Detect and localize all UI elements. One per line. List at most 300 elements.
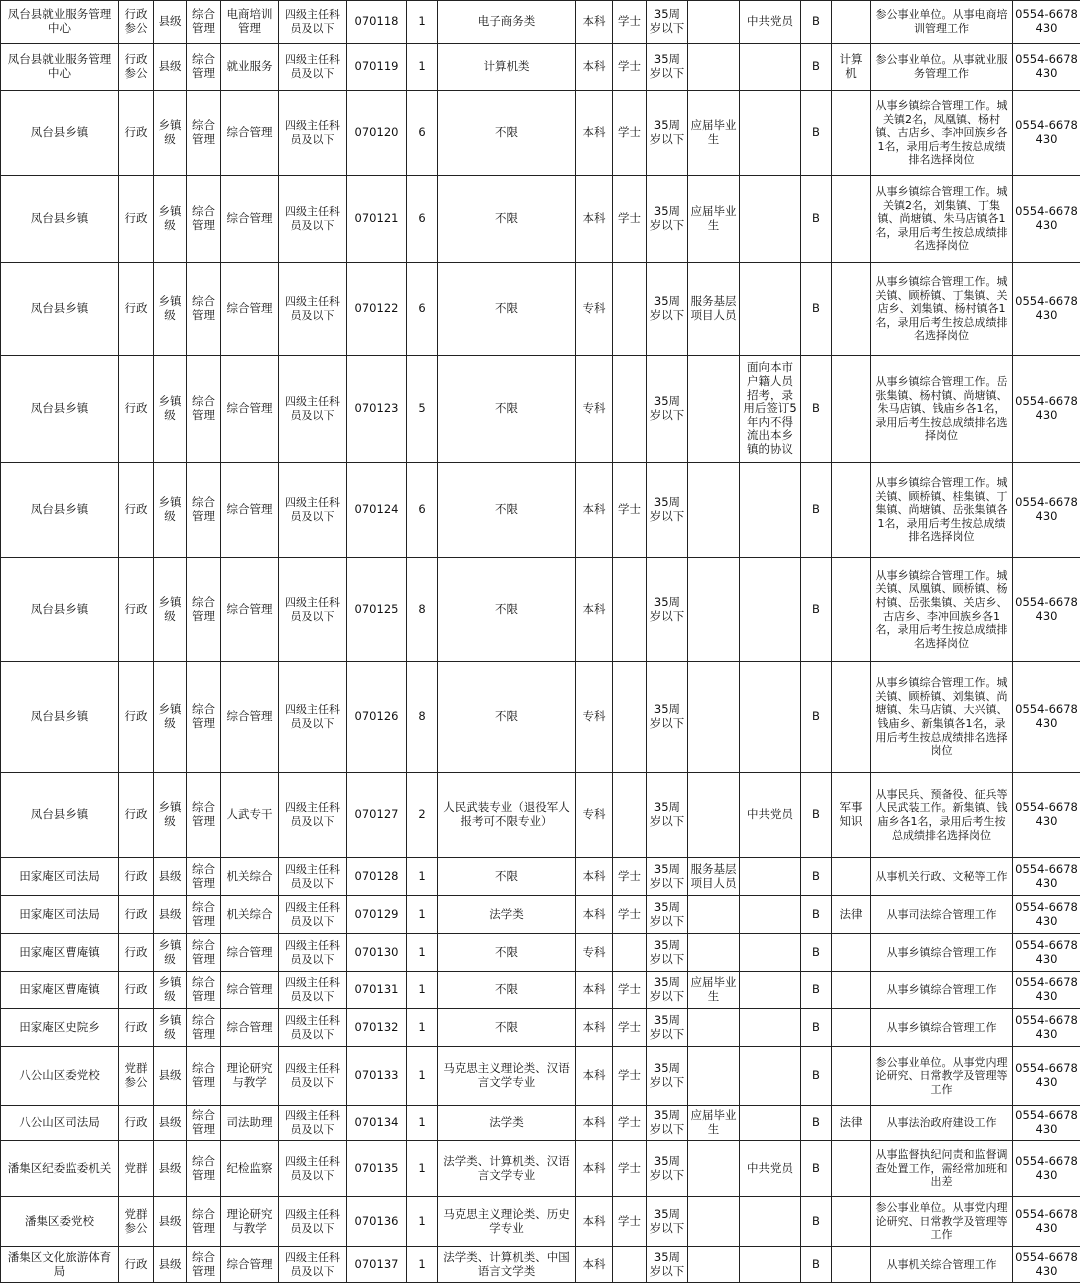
cell-education: 本科	[576, 1106, 613, 1141]
table-row	[1, 773, 1080, 858]
cell-age: 35周岁以下	[647, 558, 688, 662]
table-row	[1, 558, 1080, 662]
cell-position-name: 综合管理	[221, 356, 279, 463]
cell-contact-phone: 0554-6678430	[1013, 773, 1080, 858]
cell-contact-phone: 0554-6678430	[1013, 1141, 1080, 1197]
cell-special-test: 法律	[832, 1106, 871, 1141]
cell-contact-phone: 0554-6678430	[1013, 558, 1080, 662]
cell-unit-name: 田家庵区司法局	[1, 858, 119, 896]
cell-position-category: 综合管理	[187, 1009, 221, 1047]
cell-contact-phone: 0554-6678430	[1013, 176, 1080, 263]
cell-position-name: 机关综合	[221, 896, 279, 934]
cell-education: 本科	[576, 858, 613, 896]
cell-hiring-count: 6	[407, 463, 438, 558]
cell-degree: 学士	[613, 1106, 647, 1141]
cell-degree: 学士	[613, 1, 647, 44]
table-row	[1, 858, 1080, 896]
cell-remarks: 参公事业单位。从事党内理论研究、日常教学及管理等工作	[871, 1047, 1013, 1106]
cell-contact-phone: 0554-6678430	[1013, 1, 1080, 44]
cell-unit-name: 凤台县乡镇	[1, 263, 119, 356]
cell-other-req	[740, 1247, 801, 1283]
cell-special-test	[832, 356, 871, 463]
cell-position-category: 综合管理	[187, 176, 221, 263]
cell-hiring-count: 6	[407, 91, 438, 176]
cell-hiring-count: 1	[407, 896, 438, 934]
cell-unit-name: 田家庵区曹庵镇	[1, 972, 119, 1009]
cell-position-rank: 四级主任科员及以下	[279, 858, 347, 896]
cell-hiring-count: 1	[407, 1197, 438, 1247]
cell-major: 法学类、计算机类、汉语言文学专业	[438, 1141, 576, 1197]
cell-unit-level: 乡镇级	[154, 558, 187, 662]
cell-unit-level: 乡镇级	[154, 463, 187, 558]
cell-position-category: 综合管理	[187, 1047, 221, 1106]
cell-unit-nature: 行政	[119, 773, 154, 858]
cell-unit-level: 乡镇级	[154, 773, 187, 858]
table-row	[1, 1, 1080, 44]
cell-hiring-count: 1	[407, 1047, 438, 1106]
cell-contact-phone: 0554-6678430	[1013, 44, 1080, 91]
cell-special-test: 法律	[832, 896, 871, 934]
cell-position-rank: 四级主任科员及以下	[279, 558, 347, 662]
cell-degree	[613, 1247, 647, 1283]
cell-degree: 学士	[613, 1141, 647, 1197]
cell-remarks: 从事乡镇综合管理工作。城关镇、顾桥镇、丁集镇、关店乡、刘集镇、杨村镇各1名，录用后考生按总成绩排名选择岗位	[871, 263, 1013, 356]
cell-special-test	[832, 1197, 871, 1247]
cell-position-category: 综合管理	[187, 44, 221, 91]
cell-position-code: 070137	[347, 1247, 407, 1283]
cell-contact-phone: 0554-6678430	[1013, 1009, 1080, 1047]
cell-position-category: 综合管理	[187, 972, 221, 1009]
cell-position-code: 070118	[347, 1, 407, 44]
cell-unit-level: 县级	[154, 1106, 187, 1141]
table-row	[1, 91, 1080, 176]
cell-degree: 学士	[613, 91, 647, 176]
cell-exam-class: B	[801, 263, 832, 356]
cell-age: 35周岁以下	[647, 896, 688, 934]
cell-position-rank: 四级主任科员及以下	[279, 1, 347, 44]
cell-degree: 学士	[613, 858, 647, 896]
cell-hiring-count: 1	[407, 44, 438, 91]
cell-unit-name: 田家庵区曹庵镇	[1, 934, 119, 972]
cell-other-req	[740, 858, 801, 896]
cell-exam-class: B	[801, 1247, 832, 1283]
table-row	[1, 463, 1080, 558]
cell-major: 不限	[438, 934, 576, 972]
cell-hiring-count: 6	[407, 263, 438, 356]
cell-unit-level: 县级	[154, 858, 187, 896]
cell-position-rank: 四级主任科员及以下	[279, 896, 347, 934]
cell-unit-nature: 行政	[119, 558, 154, 662]
cell-remarks: 参公事业单位。从事电商培训管理工作	[871, 1, 1013, 44]
cell-status-req	[688, 1009, 740, 1047]
cell-position-category: 综合管理	[187, 91, 221, 176]
cell-major: 不限	[438, 662, 576, 773]
cell-age: 35周岁以下	[647, 858, 688, 896]
cell-position-rank: 四级主任科员及以下	[279, 773, 347, 858]
cell-position-code: 070126	[347, 662, 407, 773]
cell-position-category: 综合管理	[187, 773, 221, 858]
cell-position-rank: 四级主任科员及以下	[279, 1141, 347, 1197]
cell-other-req	[740, 263, 801, 356]
cell-status-req	[688, 356, 740, 463]
cell-status-req	[688, 773, 740, 858]
cell-education: 本科	[576, 1141, 613, 1197]
cell-position-rank: 四级主任科员及以下	[279, 972, 347, 1009]
cell-exam-class: B	[801, 858, 832, 896]
cell-hiring-count: 1	[407, 934, 438, 972]
cell-unit-nature: 行政参公	[119, 1, 154, 44]
cell-other-req	[740, 44, 801, 91]
cell-other-req: 中共党员	[740, 773, 801, 858]
cell-contact-phone: 0554-6678430	[1013, 91, 1080, 176]
cell-status-req: 应届毕业生	[688, 1106, 740, 1141]
cell-status-req	[688, 463, 740, 558]
cell-education: 本科	[576, 176, 613, 263]
cell-age: 35周岁以下	[647, 662, 688, 773]
cell-status-req: 服务基层项目人员	[688, 263, 740, 356]
cell-position-name: 电商培训管理	[221, 1, 279, 44]
cell-exam-class: B	[801, 1141, 832, 1197]
cell-unit-level: 乡镇级	[154, 1009, 187, 1047]
cell-unit-nature: 行政	[119, 356, 154, 463]
cell-special-test	[832, 91, 871, 176]
cell-unit-nature: 行政	[119, 1009, 154, 1047]
cell-unit-level: 乡镇级	[154, 176, 187, 263]
cell-education: 本科	[576, 896, 613, 934]
cell-unit-name: 八公山区司法局	[1, 1106, 119, 1141]
cell-major: 电子商务类	[438, 1, 576, 44]
cell-position-name: 综合管理	[221, 662, 279, 773]
table-row	[1, 356, 1080, 463]
cell-degree	[613, 773, 647, 858]
cell-position-category: 综合管理	[187, 558, 221, 662]
cell-other-req	[740, 91, 801, 176]
cell-unit-name: 田家庵区史院乡	[1, 1009, 119, 1047]
cell-contact-phone: 0554-6678430	[1013, 1197, 1080, 1247]
cell-degree	[613, 558, 647, 662]
cell-unit-level: 乡镇级	[154, 662, 187, 773]
cell-remarks: 从事乡镇综合管理工作	[871, 972, 1013, 1009]
cell-unit-name: 八公山区委党校	[1, 1047, 119, 1106]
cell-position-name: 综合管理	[221, 463, 279, 558]
cell-position-name: 就业服务	[221, 44, 279, 91]
cell-position-rank: 四级主任科员及以下	[279, 662, 347, 773]
cell-major: 不限	[438, 463, 576, 558]
cell-position-code: 070133	[347, 1047, 407, 1106]
table-row	[1, 662, 1080, 773]
cell-position-category: 综合管理	[187, 858, 221, 896]
cell-unit-name: 凤台县乡镇	[1, 463, 119, 558]
cell-position-rank: 四级主任科员及以下	[279, 1047, 347, 1106]
cell-position-category: 综合管理	[187, 1141, 221, 1197]
cell-unit-nature: 行政	[119, 1247, 154, 1283]
cell-major: 不限	[438, 356, 576, 463]
cell-major: 不限	[438, 263, 576, 356]
cell-age: 35周岁以下	[647, 1141, 688, 1197]
cell-position-category: 综合管理	[187, 463, 221, 558]
cell-exam-class: B	[801, 896, 832, 934]
cell-hiring-count: 1	[407, 858, 438, 896]
cell-position-name: 综合管理	[221, 176, 279, 263]
cell-unit-name: 凤台县就业服务管理中心	[1, 1, 119, 44]
cell-hiring-count: 1	[407, 1106, 438, 1141]
cell-age: 35周岁以下	[647, 934, 688, 972]
cell-status-req: 应届毕业生	[688, 972, 740, 1009]
cell-education: 专科	[576, 356, 613, 463]
cell-remarks: 从事乡镇综合管理工作。城关镇2名，刘集镇、丁集镇、尚塘镇、朱马店镇各1名，录用后考生按总成绩排名选择岗位	[871, 176, 1013, 263]
table-row	[1, 263, 1080, 356]
cell-unit-name: 凤台县乡镇	[1, 662, 119, 773]
cell-education: 本科	[576, 44, 613, 91]
cell-remarks: 从事司法综合管理工作	[871, 896, 1013, 934]
table-row	[1, 176, 1080, 263]
cell-exam-class: B	[801, 934, 832, 972]
cell-hiring-count: 1	[407, 1247, 438, 1283]
cell-position-code: 070134	[347, 1106, 407, 1141]
cell-position-rank: 四级主任科员及以下	[279, 1106, 347, 1141]
cell-unit-level: 乡镇级	[154, 91, 187, 176]
cell-other-req: 中共党员	[740, 1141, 801, 1197]
cell-status-req	[688, 896, 740, 934]
cell-other-req: 中共党员	[740, 1, 801, 44]
table-row	[1, 1141, 1080, 1197]
cell-position-name: 司法助理	[221, 1106, 279, 1141]
cell-exam-class: B	[801, 1197, 832, 1247]
cell-position-category: 综合管理	[187, 1247, 221, 1283]
cell-degree: 学士	[613, 44, 647, 91]
cell-position-name: 综合管理	[221, 263, 279, 356]
cell-remarks: 从事乡镇综合管理工作	[871, 1009, 1013, 1047]
cell-position-category: 综合管理	[187, 662, 221, 773]
cell-position-code: 070125	[347, 558, 407, 662]
cell-contact-phone: 0554-6678430	[1013, 934, 1080, 972]
cell-unit-nature: 行政	[119, 463, 154, 558]
cell-hiring-count: 1	[407, 1009, 438, 1047]
cell-degree	[613, 662, 647, 773]
cell-status-req	[688, 1247, 740, 1283]
cell-position-name: 综合管理	[221, 972, 279, 1009]
cell-degree: 学士	[613, 972, 647, 1009]
cell-age: 35周岁以下	[647, 1106, 688, 1141]
cell-special-test	[832, 1141, 871, 1197]
table-row	[1, 44, 1080, 91]
cell-education: 专科	[576, 662, 613, 773]
cell-contact-phone: 0554-6678430	[1013, 356, 1080, 463]
cell-position-rank: 四级主任科员及以下	[279, 91, 347, 176]
cell-major: 马克思主义理论类、历史学专业	[438, 1197, 576, 1247]
cell-other-req	[740, 1047, 801, 1106]
cell-degree	[613, 263, 647, 356]
cell-status-req	[688, 1141, 740, 1197]
cell-position-code: 070132	[347, 1009, 407, 1047]
cell-other-req	[740, 176, 801, 263]
table-row	[1, 1009, 1080, 1047]
cell-special-test	[832, 1, 871, 44]
cell-position-name: 综合管理	[221, 1247, 279, 1283]
cell-unit-level: 县级	[154, 1, 187, 44]
cell-age: 35周岁以下	[647, 972, 688, 1009]
cell-unit-level: 县级	[154, 1247, 187, 1283]
cell-age: 35周岁以下	[647, 356, 688, 463]
cell-other-req	[740, 662, 801, 773]
cell-unit-level: 乡镇级	[154, 934, 187, 972]
table-row	[1, 934, 1080, 972]
table-body	[1, 1, 1080, 1283]
cell-status-req	[688, 662, 740, 773]
cell-unit-nature: 党群	[119, 1141, 154, 1197]
cell-hiring-count: 1	[407, 972, 438, 1009]
table-row	[1, 1047, 1080, 1106]
cell-age: 35周岁以下	[647, 773, 688, 858]
table-row	[1, 896, 1080, 934]
cell-remarks: 从事监督执纪问责和监督调查处置工作，需经常加班和出差	[871, 1141, 1013, 1197]
cell-unit-name: 凤台县乡镇	[1, 176, 119, 263]
cell-education: 本科	[576, 91, 613, 176]
cell-remarks: 从事民兵、预备役、征兵等人民武装工作。新集镇、钱庙乡各1名，录用后考生按总成绩排名选择岗位	[871, 773, 1013, 858]
cell-major: 不限	[438, 972, 576, 1009]
cell-exam-class: B	[801, 558, 832, 662]
cell-other-req	[740, 1009, 801, 1047]
cell-position-rank: 四级主任科员及以下	[279, 1009, 347, 1047]
cell-contact-phone: 0554-6678430	[1013, 972, 1080, 1009]
cell-unit-nature: 党群参公	[119, 1197, 154, 1247]
cell-other-req	[740, 896, 801, 934]
cell-major: 法学类、计算机类、中国语言文学类	[438, 1247, 576, 1283]
cell-position-rank: 四级主任科员及以下	[279, 263, 347, 356]
cell-exam-class: B	[801, 773, 832, 858]
cell-position-code: 070123	[347, 356, 407, 463]
cell-special-test	[832, 558, 871, 662]
cell-unit-nature: 行政	[119, 263, 154, 356]
cell-age: 35周岁以下	[647, 263, 688, 356]
cell-major: 不限	[438, 91, 576, 176]
cell-special-test	[832, 972, 871, 1009]
cell-position-code: 070127	[347, 773, 407, 858]
cell-hiring-count: 8	[407, 662, 438, 773]
cell-unit-nature: 行政	[119, 91, 154, 176]
cell-hiring-count: 6	[407, 176, 438, 263]
cell-special-test: 军事知识	[832, 773, 871, 858]
cell-remarks: 从事乡镇综合管理工作。岳张集镇、杨村镇、尚塘镇、朱马店镇、钱庙乡各1名，录用后考生按总成绩排名选择岗位	[871, 356, 1013, 463]
cell-special-test	[832, 934, 871, 972]
cell-exam-class: B	[801, 972, 832, 1009]
cell-position-rank: 四级主任科员及以下	[279, 463, 347, 558]
cell-exam-class: B	[801, 463, 832, 558]
cell-exam-class: B	[801, 176, 832, 263]
cell-special-test	[832, 263, 871, 356]
cell-position-code: 070136	[347, 1197, 407, 1247]
cell-status-req	[688, 1047, 740, 1106]
cell-position-code: 070120	[347, 91, 407, 176]
cell-major: 不限	[438, 858, 576, 896]
cell-exam-class: B	[801, 91, 832, 176]
cell-special-test	[832, 662, 871, 773]
cell-unit-level: 县级	[154, 1141, 187, 1197]
cell-position-code: 070135	[347, 1141, 407, 1197]
cell-education: 专科	[576, 263, 613, 356]
cell-position-code: 070130	[347, 934, 407, 972]
cell-unit-nature: 行政参公	[119, 44, 154, 91]
cell-exam-class: B	[801, 44, 832, 91]
cell-special-test	[832, 1247, 871, 1283]
cell-position-rank: 四级主任科员及以下	[279, 1197, 347, 1247]
cell-position-code: 070121	[347, 176, 407, 263]
cell-age: 35周岁以下	[647, 463, 688, 558]
cell-exam-class: B	[801, 1, 832, 44]
cell-status-req	[688, 1197, 740, 1247]
cell-unit-nature: 行政	[119, 1106, 154, 1141]
cell-position-category: 综合管理	[187, 934, 221, 972]
cell-unit-nature: 行政	[119, 934, 154, 972]
cell-age: 35周岁以下	[647, 1, 688, 44]
cell-other-req	[740, 934, 801, 972]
cell-unit-name: 潘集区委党校	[1, 1197, 119, 1247]
cell-remarks: 从事乡镇综合管理工作。城关镇2名，凤凰镇、杨村镇、古店乡、李冲回族乡各1名，录用后考生按总成绩排名选择岗位	[871, 91, 1013, 176]
cell-unit-nature: 行政	[119, 858, 154, 896]
cell-major: 不限	[438, 1009, 576, 1047]
cell-remarks: 从事乡镇综合管理工作。城关镇、顾桥镇、刘集镇、尚塘镇、朱马店镇、大兴镇、钱庙乡、新集镇各1名，录用后考生按总成绩排名选择岗位	[871, 662, 1013, 773]
cell-major: 法学类	[438, 1106, 576, 1141]
cell-age: 35周岁以下	[647, 44, 688, 91]
cell-remarks: 从事机关综合管理工作	[871, 1247, 1013, 1283]
cell-position-rank: 四级主任科员及以下	[279, 44, 347, 91]
cell-contact-phone: 0554-6678430	[1013, 858, 1080, 896]
cell-unit-name: 凤台县乡镇	[1, 91, 119, 176]
cell-unit-level: 乡镇级	[154, 972, 187, 1009]
cell-education: 本科	[576, 972, 613, 1009]
cell-unit-name: 田家庵区司法局	[1, 896, 119, 934]
cell-position-rank: 四级主任科员及以下	[279, 934, 347, 972]
cell-position-name: 综合管理	[221, 91, 279, 176]
cell-exam-class: B	[801, 662, 832, 773]
cell-major: 马克思主义理论类、汉语言文学专业	[438, 1047, 576, 1106]
cell-position-code: 070128	[347, 858, 407, 896]
cell-contact-phone: 0554-6678430	[1013, 1106, 1080, 1141]
cell-status-req	[688, 44, 740, 91]
cell-education: 专科	[576, 934, 613, 972]
cell-status-req	[688, 1, 740, 44]
cell-degree: 学士	[613, 463, 647, 558]
cell-contact-phone: 0554-6678430	[1013, 263, 1080, 356]
table-row	[1, 1197, 1080, 1247]
cell-status-req: 服务基层项目人员	[688, 858, 740, 896]
cell-age: 35周岁以下	[647, 1009, 688, 1047]
cell-remarks: 从事乡镇综合管理工作	[871, 934, 1013, 972]
cell-position-code: 070131	[347, 972, 407, 1009]
cell-unit-level: 县级	[154, 44, 187, 91]
cell-age: 35周岁以下	[647, 176, 688, 263]
cell-education: 本科	[576, 1047, 613, 1106]
cell-unit-name: 凤台县就业服务管理中心	[1, 44, 119, 91]
cell-age: 35周岁以下	[647, 1047, 688, 1106]
cell-other-req	[740, 1106, 801, 1141]
cell-other-req: 面向本市户籍人员招考，录用后签订5年内不得流出本乡镇的协议	[740, 356, 801, 463]
cell-position-name: 综合管理	[221, 558, 279, 662]
cell-education: 本科	[576, 1009, 613, 1047]
cell-position-category: 综合管理	[187, 356, 221, 463]
cell-contact-phone: 0554-6678430	[1013, 463, 1080, 558]
cell-age: 35周岁以下	[647, 1247, 688, 1283]
cell-exam-class: B	[801, 356, 832, 463]
cell-other-req	[740, 558, 801, 662]
cell-unit-level: 县级	[154, 896, 187, 934]
cell-remarks: 参公事业单位。从事党内理论研究、日常教学及管理等工作	[871, 1197, 1013, 1247]
cell-contact-phone: 0554-6678430	[1013, 662, 1080, 773]
cell-degree: 学士	[613, 896, 647, 934]
cell-major: 法学类	[438, 896, 576, 934]
cell-status-req: 应届毕业生	[688, 91, 740, 176]
cell-exam-class: B	[801, 1047, 832, 1106]
